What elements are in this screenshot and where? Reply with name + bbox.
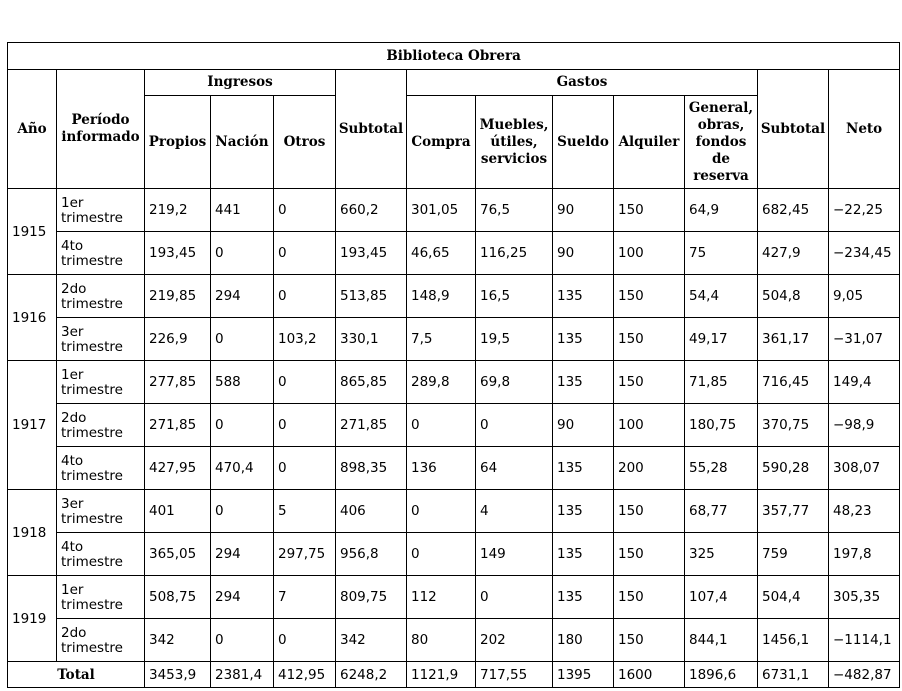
alquiler-cell: 150 [614, 619, 685, 662]
subtotal-ingresos-cell: 330,1 [336, 318, 407, 361]
alquiler-cell: 150 [614, 490, 685, 533]
subtotal-ingresos-cell: 865,85 [336, 361, 407, 404]
alquiler-cell: 200 [614, 447, 685, 490]
period-cell: 2do trimestre [57, 619, 145, 662]
subtotal-ingresos-cell: 956,8 [336, 533, 407, 576]
total-compra: 1121,9 [407, 662, 476, 688]
alquiler-cell: 100 [614, 404, 685, 447]
otros-cell: 0 [274, 361, 336, 404]
period-cell: 1er trimestre [57, 189, 145, 232]
year-cell: 1917 [8, 361, 57, 490]
header-gastos: Gastos [407, 70, 758, 96]
neto-cell: 308,07 [829, 447, 900, 490]
table-row [8, 318, 900, 361]
compra-cell: 0 [407, 533, 476, 576]
sueldo-cell: 180 [553, 619, 614, 662]
total-subtotal-gastos: 6731,1 [758, 662, 829, 688]
table-row [8, 576, 900, 619]
nacion-cell: 588 [211, 361, 274, 404]
muebles-cell: 76,5 [476, 189, 553, 232]
total-sueldo: 1395 [553, 662, 614, 688]
table-row [8, 447, 900, 490]
general-cell: 54,4 [685, 275, 758, 318]
otros-cell: 0 [274, 619, 336, 662]
alquiler-cell: 100 [614, 232, 685, 275]
header-general: General, obras, fondos de reserva [685, 96, 758, 189]
year-cell: 1919 [8, 576, 57, 662]
table-row [8, 275, 900, 318]
otros-cell: 0 [274, 275, 336, 318]
propios-cell: 193,45 [145, 232, 211, 275]
subtotal-ingresos-cell: 406 [336, 490, 407, 533]
total-propios: 3453,9 [145, 662, 211, 688]
sueldo-cell: 135 [553, 447, 614, 490]
muebles-cell: 64 [476, 447, 553, 490]
subtotal-ingresos-cell: 809,75 [336, 576, 407, 619]
header-alquiler: Alquiler [614, 96, 685, 189]
general-cell: 325 [685, 533, 758, 576]
compra-cell: 46,65 [407, 232, 476, 275]
subtotal-ingresos-cell: 271,85 [336, 404, 407, 447]
otros-cell: 0 [274, 232, 336, 275]
total-muebles: 717,55 [476, 662, 553, 688]
propios-cell: 401 [145, 490, 211, 533]
neto-cell: 149,4 [829, 361, 900, 404]
neto-cell: 197,8 [829, 533, 900, 576]
header-ingresos: Ingresos [145, 70, 336, 96]
nacion-cell: 0 [211, 318, 274, 361]
header-sueldo: Sueldo [553, 96, 614, 189]
table-body [8, 189, 900, 688]
alquiler-cell: 150 [614, 533, 685, 576]
period-cell: 3er trimestre [57, 318, 145, 361]
muebles-cell: 4 [476, 490, 553, 533]
total-alquiler: 1600 [614, 662, 685, 688]
header-muebles: Muebles, útiles, servicios [476, 96, 553, 189]
propios-cell: 508,75 [145, 576, 211, 619]
muebles-cell: 149 [476, 533, 553, 576]
compra-cell: 148,9 [407, 275, 476, 318]
nacion-cell: 470,4 [211, 447, 274, 490]
table-row [8, 361, 900, 404]
header-neto: Neto [829, 70, 900, 189]
biblioteca-obrera-table [7, 42, 900, 688]
table-row [8, 404, 900, 447]
subtotal-gastos-cell: 590,28 [758, 447, 829, 490]
neto-cell: −31,07 [829, 318, 900, 361]
nacion-cell: 0 [211, 404, 274, 447]
subtotal-gastos-cell: 682,45 [758, 189, 829, 232]
period-cell: 4to trimestre [57, 533, 145, 576]
muebles-cell: 0 [476, 404, 553, 447]
compra-cell: 301,05 [407, 189, 476, 232]
alquiler-cell: 150 [614, 361, 685, 404]
subtotal-gastos-cell: 759 [758, 533, 829, 576]
general-cell: 68,77 [685, 490, 758, 533]
neto-cell: −234,45 [829, 232, 900, 275]
alquiler-cell: 150 [614, 189, 685, 232]
period-cell: 2do trimestre [57, 275, 145, 318]
sueldo-cell: 90 [553, 189, 614, 232]
header-periodo: Período informado [57, 70, 145, 189]
compra-cell: 136 [407, 447, 476, 490]
propios-cell: 271,85 [145, 404, 211, 447]
subtotal-ingresos-cell: 660,2 [336, 189, 407, 232]
muebles-cell: 19,5 [476, 318, 553, 361]
propios-cell: 277,85 [145, 361, 211, 404]
otros-cell: 5 [274, 490, 336, 533]
compra-cell: 0 [407, 490, 476, 533]
general-cell: 107,4 [685, 576, 758, 619]
table-row [8, 619, 900, 662]
propios-cell: 226,9 [145, 318, 211, 361]
nacion-cell: 0 [211, 490, 274, 533]
header-otros: Otros [274, 96, 336, 189]
muebles-cell: 0 [476, 576, 553, 619]
sueldo-cell: 135 [553, 490, 614, 533]
total-row [8, 662, 900, 688]
alquiler-cell: 150 [614, 318, 685, 361]
header-subtotal-ingresos: Subtotal [336, 70, 407, 189]
table-row [8, 232, 900, 275]
subtotal-ingresos-cell: 898,35 [336, 447, 407, 490]
otros-cell: 0 [274, 447, 336, 490]
nacion-cell: 294 [211, 275, 274, 318]
header-anio: Año [8, 70, 57, 189]
sueldo-cell: 135 [553, 361, 614, 404]
sueldo-cell: 90 [553, 232, 614, 275]
general-cell: 55,28 [685, 447, 758, 490]
sueldo-cell: 135 [553, 576, 614, 619]
subtotal-ingresos-cell: 342 [336, 619, 407, 662]
muebles-cell: 16,5 [476, 275, 553, 318]
alquiler-cell: 150 [614, 576, 685, 619]
compra-cell: 289,8 [407, 361, 476, 404]
otros-cell: 0 [274, 189, 336, 232]
table-row [8, 533, 900, 576]
neto-cell: −98,9 [829, 404, 900, 447]
subtotal-gastos-cell: 370,75 [758, 404, 829, 447]
general-cell: 49,17 [685, 318, 758, 361]
subtotal-gastos-cell: 427,9 [758, 232, 829, 275]
muebles-cell: 116,25 [476, 232, 553, 275]
otros-cell: 0 [274, 404, 336, 447]
period-cell: 4to trimestre [57, 232, 145, 275]
year-cell: 1915 [8, 189, 57, 275]
neto-cell: 305,35 [829, 576, 900, 619]
total-subtotal-ingresos: 6248,2 [336, 662, 407, 688]
nacion-cell: 441 [211, 189, 274, 232]
total-otros: 412,95 [274, 662, 336, 688]
table-row [8, 490, 900, 533]
subtotal-ingresos-cell: 513,85 [336, 275, 407, 318]
otros-cell: 103,2 [274, 318, 336, 361]
period-cell: 3er trimestre [57, 490, 145, 533]
nacion-cell: 0 [211, 232, 274, 275]
table-title: Biblioteca Obrera [8, 43, 900, 70]
propios-cell: 219,85 [145, 275, 211, 318]
subtotal-gastos-cell: 357,77 [758, 490, 829, 533]
general-cell: 64,9 [685, 189, 758, 232]
subtotal-gastos-cell: 504,8 [758, 275, 829, 318]
general-cell: 71,85 [685, 361, 758, 404]
subtotal-gastos-cell: 716,45 [758, 361, 829, 404]
total-neto: −482,87 [829, 662, 900, 688]
year-cell: 1916 [8, 275, 57, 361]
period-cell: 1er trimestre [57, 576, 145, 619]
total-nacion: 2381,4 [211, 662, 274, 688]
otros-cell: 297,75 [274, 533, 336, 576]
general-cell: 844,1 [685, 619, 758, 662]
propios-cell: 342 [145, 619, 211, 662]
neto-cell: −1114,1 [829, 619, 900, 662]
table-row [8, 189, 900, 232]
propios-cell: 427,95 [145, 447, 211, 490]
general-cell: 75 [685, 232, 758, 275]
neto-cell: −22,25 [829, 189, 900, 232]
sueldo-cell: 135 [553, 533, 614, 576]
compra-cell: 7,5 [407, 318, 476, 361]
compra-cell: 80 [407, 619, 476, 662]
sueldo-cell: 135 [553, 318, 614, 361]
subtotal-gastos-cell: 504,4 [758, 576, 829, 619]
total-label: Total [8, 662, 145, 688]
nacion-cell: 294 [211, 576, 274, 619]
period-cell: 1er trimestre [57, 361, 145, 404]
neto-cell: 9,05 [829, 275, 900, 318]
neto-cell: 48,23 [829, 490, 900, 533]
propios-cell: 365,05 [145, 533, 211, 576]
muebles-cell: 202 [476, 619, 553, 662]
nacion-cell: 0 [211, 619, 274, 662]
period-cell: 2do trimestre [57, 404, 145, 447]
header-nacion: Nación [211, 96, 274, 189]
subtotal-gastos-cell: 361,17 [758, 318, 829, 361]
sueldo-cell: 135 [553, 275, 614, 318]
total-general: 1896,6 [685, 662, 758, 688]
header-compra: Compra [407, 96, 476, 189]
muebles-cell: 69,8 [476, 361, 553, 404]
propios-cell: 219,2 [145, 189, 211, 232]
header-subtotal-gastos: Subtotal [758, 70, 829, 189]
year-cell: 1918 [8, 490, 57, 576]
sueldo-cell: 90 [553, 404, 614, 447]
period-cell: 4to trimestre [57, 447, 145, 490]
header-propios: Propios [145, 96, 211, 189]
nacion-cell: 294 [211, 533, 274, 576]
alquiler-cell: 150 [614, 275, 685, 318]
compra-cell: 0 [407, 404, 476, 447]
otros-cell: 7 [274, 576, 336, 619]
subtotal-ingresos-cell: 193,45 [336, 232, 407, 275]
subtotal-gastos-cell: 1456,1 [758, 619, 829, 662]
compra-cell: 112 [407, 576, 476, 619]
general-cell: 180,75 [685, 404, 758, 447]
